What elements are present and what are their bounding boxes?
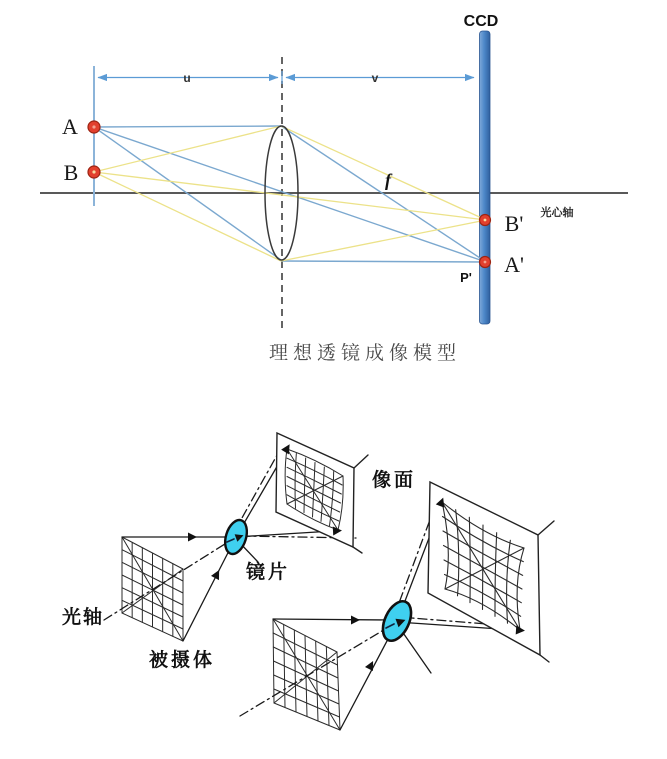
ray-b-to-lens-bottom [94, 172, 281, 261]
arrowhead [188, 533, 197, 542]
right-lower-arrowhead [365, 659, 377, 671]
image-point-b-label: B' [504, 211, 524, 236]
distance-arrows [98, 71, 474, 84]
image-plane-left-tick-top [354, 455, 368, 468]
image-plane-left-frame [276, 433, 368, 553]
image-point-a-core [484, 261, 487, 264]
u-label: u [183, 71, 191, 85]
arrowhead [351, 616, 360, 625]
v-label: v [371, 71, 379, 85]
image-plane-label: 像面 [371, 470, 417, 491]
ray-b-to-lens-top [94, 126, 281, 172]
right-horizontal-arrowhead [351, 616, 360, 625]
optical-axis-label: 光轴 [61, 607, 105, 628]
point-b-core [92, 170, 95, 173]
figure1-caption: 理想透镜成像模型 [268, 343, 462, 364]
point-a-core [92, 125, 95, 128]
image-point-b-core [484, 219, 487, 222]
point-b-label: B [63, 160, 79, 185]
image-plane-right-tick-top [538, 521, 554, 535]
left-lower-arrowhead [211, 568, 223, 580]
right-optical-axis-dashdot [240, 622, 397, 716]
lens-left [221, 517, 250, 556]
ray-a-parallel [94, 126, 281, 127]
figure-distortion-model [62, 433, 554, 730]
ccd-bar [480, 31, 491, 324]
arrowhead [365, 659, 377, 671]
arrowhead [211, 568, 223, 580]
ray-b-refracted [281, 126, 486, 220]
point-a-label: A [62, 114, 78, 139]
point-p-image-label: P' [460, 270, 472, 285]
figure-ideal-lens-model [40, 13, 628, 364]
subject-label: 被摄体 [148, 650, 216, 671]
ray-a-exit-parallel [281, 261, 486, 262]
subject-grid-right [273, 619, 340, 730]
left-horizontal-arrowhead [188, 533, 197, 542]
ray-b-center [94, 172, 486, 220]
right-ray-horizontal [273, 619, 392, 620]
lens-label: 镜片 [245, 562, 291, 583]
optical-center-axis-label: 光心轴 [540, 207, 574, 219]
image-point-a-label: A' [504, 252, 524, 277]
focal-length-label: f [385, 170, 391, 190]
image-plane-left-tick-bottom [353, 547, 362, 553]
ray-a-center [94, 127, 486, 262]
image-plane-right-tick-bottom [540, 655, 549, 662]
ccd-label: CCD [463, 13, 499, 30]
lens-right [377, 597, 417, 645]
